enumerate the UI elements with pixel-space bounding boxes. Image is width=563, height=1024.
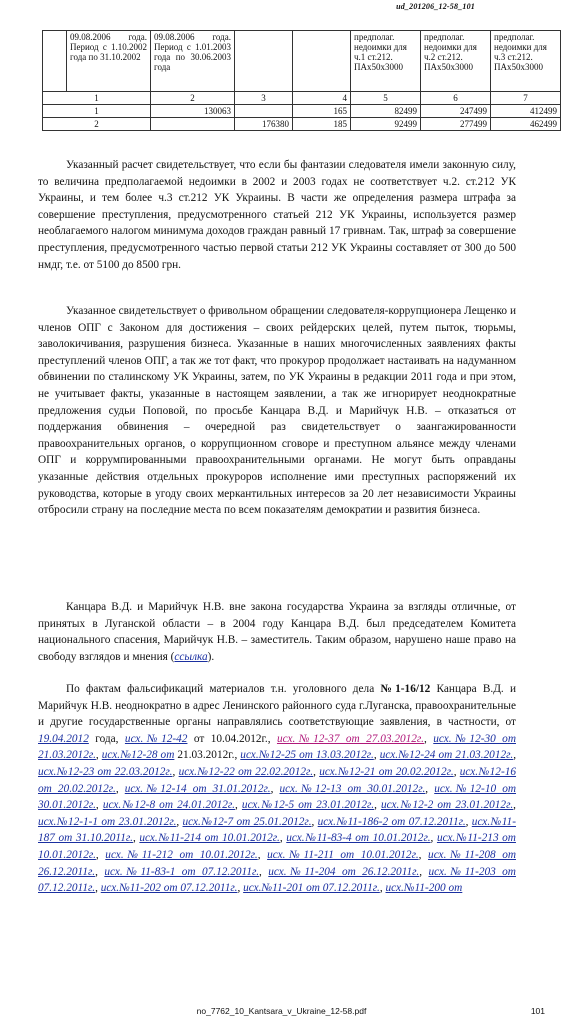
- complaint-link[interactable]: исх.№11-211 от 10.01.2012г.: [267, 848, 419, 861]
- complaint-link[interactable]: исх.№12-37 от 27.03.2012г.: [276, 732, 425, 745]
- table-cell: [43, 31, 67, 92]
- complaint-link[interactable]: исх.№12-10 от 30.01.2012г.: [38, 782, 517, 812]
- table-cell: 92499: [351, 118, 421, 131]
- complaint-link[interactable]: исх.№12-42: [124, 732, 188, 745]
- complaint-link[interactable]: исх.№12-30 от 21.03.2012г.: [38, 732, 516, 762]
- complaint-link[interactable]: исх.№11-200 от: [385, 882, 463, 895]
- complaint-link[interactable]: исх.№11-213 от 10.01.2012г.: [38, 832, 516, 861]
- complaint-link[interactable]: исх.№12-25 от 13.03.2012г.: [240, 749, 374, 762]
- paragraph-freedom-of-views: [38, 599, 516, 665]
- table-cell: предполаг. недоимки для ч.1 ст.212. ПАх50х3000: [351, 31, 421, 92]
- paragraph-text: Канцара В.Д. и Марийчук Н.В. вне закона государства Украина за взгляды отличные, от принятых в Луганской области – в 2004 году Канцара В.Д. был председателем Комитета национального спасения, Марийчук Н.В. – заместитель. Таким образом, нарушено наше право на свободу взглядов и мнения (: [38, 601, 516, 663]
- complaint-link[interactable]: исх.№11-202 от 07.12.2011г.: [100, 882, 238, 895]
- complaint-link[interactable]: исх.№11-203 от 07.12.2011г.: [38, 865, 516, 895]
- complaint-link[interactable]: исх.№11-212 от 10.01.2012г.: [105, 848, 258, 861]
- table-cell: [235, 31, 293, 92]
- complaint-link[interactable]: исх.№11-201 от 07.12.2011г.: [243, 882, 380, 895]
- complaint-link[interactable]: исх.№12-7 от 25.01.2012г.: [182, 815, 312, 828]
- paragraph-calculation-conclusion: [38, 157, 516, 273]
- table-cell: 1: [43, 92, 151, 105]
- paragraph-text: Указанный расчет свидетельствует, что если бы фантазии следователя имели законную силу, то величина предполагаемой недоимки в 2002 и 2003 годах не соответствует ч.2. ст.212 УК Украины, и тем более ч.3 ст.212 УК Украины. В части же определения размера штрафа за совершение преступления, предусмотренного статьей 212 УК Украины, используется размер необлагаемого налогом минимума доходов граждан равный 17 гривнам. Так, штраф за совершение преступления, предусмотренного частью первой статьи 212 УК Украины составляет от 300 до 500 нмдг, т.е. от 5100 до 8500 грн.: [38, 159, 516, 271]
- paragraph-text: года,: [88, 732, 125, 745]
- table-cell: 462499: [491, 118, 561, 131]
- table-cell: 277499: [421, 118, 491, 131]
- table-row: [43, 105, 561, 118]
- complaint-link[interactable]: исх.№11-214 от 10.01.2012г.: [139, 832, 280, 845]
- complaint-link[interactable]: исх.№11-186-2 от 07.12.2011г.: [317, 815, 466, 828]
- table-row: [43, 118, 561, 131]
- complaint-link[interactable]: исх.№12-23 от 22.03.2012г.: [38, 765, 173, 778]
- complaint-link[interactable]: исх.№12-21 от 20.02.2012г.: [319, 765, 454, 778]
- table-cell: [235, 105, 293, 118]
- table-cell: 2: [43, 118, 151, 131]
- table-cell: 7: [491, 92, 561, 105]
- complaint-link[interactable]: исх.№11-208 от 26.12.2011г.: [38, 848, 516, 878]
- table-cell: 09.08.2006 года. Период с 1.01.2003 года по 30.06.2003 года: [151, 31, 235, 92]
- table-cell: 82499: [351, 105, 421, 118]
- complaint-link[interactable]: исх.№11-187 от 31.10.2011г.: [38, 815, 516, 845]
- case-number: №1-16/12: [380, 683, 431, 695]
- complaint-link[interactable]: исх.№12-28 от: [101, 749, 175, 762]
- paragraph-text: По фактам фальсификаций материалов т.н. уголовного дела: [66, 683, 381, 695]
- complaint-link[interactable]: исх.№12-13 от 30.01.2012г.: [279, 782, 426, 795]
- paragraph-investigator-misconduct: [38, 303, 516, 519]
- table-cell: 3: [235, 92, 293, 105]
- complaint-link[interactable]: исх.№11-83-1 от 07.12.2011г.: [104, 865, 260, 878]
- table-cell: 5: [351, 92, 421, 105]
- table-cell: 165: [293, 105, 351, 118]
- footer-filename: no_7762_10_Kantsara_v_Ukraine_12-58.pdf: [196, 1006, 367, 1016]
- table-header-row: [43, 31, 561, 92]
- date-link[interactable]: 19.04.2012: [38, 732, 89, 745]
- complaint-link[interactable]: исх.№12-8 от 24.01.2012г.: [102, 799, 235, 812]
- paragraph-text: Канцара В.Д. и Марийчук Н.В. неоднократно в адрес Ленинского районного суда г.Луганска, правоохранительные и другие государственные органы направлялись соответствующие заявления, в частности, от: [38, 683, 516, 729]
- table-numbering-row: [43, 92, 561, 105]
- complaint-link[interactable]: исх.№12-1-1 от 23.01.2012г.: [38, 815, 177, 828]
- table-cell: [293, 31, 351, 92]
- complaint-link[interactable]: исх.№11-83-4 от 10.01.2012г.: [286, 832, 431, 845]
- page-number: 101: [530, 1006, 545, 1016]
- paragraph-text: от 10.04.2012г.,: [187, 732, 277, 745]
- complaint-link[interactable]: исх.№12-24 от 21.03.2012г.: [379, 749, 514, 762]
- complaint-link[interactable]: исх.№12-2 от 23.01.2012г.: [381, 799, 514, 812]
- reference-link[interactable]: ссылка: [174, 650, 208, 663]
- complaint-link[interactable]: исх.№12-16 от 20.02.2012г.: [38, 765, 517, 795]
- date-text: 21.03.2012г.: [177, 749, 235, 762]
- complaint-link[interactable]: исх.№12-5 от 23.01.2012г.: [241, 799, 375, 812]
- paragraph-complaints-list: [38, 681, 516, 897]
- table-cell: предполаг. недоимки для ч.3 ст.212. ПАх50х3000: [491, 31, 561, 92]
- table-cell: 6: [421, 92, 491, 105]
- table-cell: 1: [43, 105, 151, 118]
- table-cell: 09.08.2006 года. Период с 1.10.2002 года по 31.10.2002: [67, 31, 151, 92]
- table-cell: 4: [293, 92, 351, 105]
- table-cell: 2: [151, 92, 235, 105]
- complaint-link[interactable]: исх.№12-22 от 22.02.2012г.: [178, 765, 314, 778]
- tax-calculation-table: [42, 30, 561, 131]
- table-cell: 130063: [151, 105, 235, 118]
- paragraph-text: Указанное свидетельствует о фривольном обращении следователя-коррупционера Лещенко и членов ОПГ с Законом для достижения – своих рейдерских целей, путем пыток, тюрьмы, заволокичивания, разрушения бизнеса. Указанные в наших многочисленных заявлениях факты преступлений членов ОПГ, а так же тот факт, что прокурор продолжает настаивать на надуманном обвинении по сталинскому УК Украины, затем, по УК Украины в редакции 2011 года и при этом, не учитывает факты, указанные в настоящем заявлении, а так же игнорирует неоднократные предложения судьи Поповой, по просьбе Канцара В.Д. и Марийчук Н.В. – отказаться от поддержания обвинения – очередной раз свидетельствует о заангажированности правоохранительных органов, о коррупционном сговоре и преступном альянсе между членами ОПГ и коррумпированными правоохранительными органами. Не могут быть оправданы указанные действия отдельных прокуроров исполнение ими преступных распоряжений их руководства, которые в угоду своих меркантильных интересов за 20 лет независимости Украины отбросили страну на последние места по всем показателям демократии и развития бизнеса.: [38, 305, 516, 517]
- paragraph-text-end: ).: [207, 650, 215, 663]
- complaint-links-list: исх.№12-42 от 10.04.2012г., исх.№12-37 от 27.03.2012г., исх.№12-30 от 21.03.2012г., исх.№12-28 от 21.03.2012г., исх.№12-25 от 13.03.2012г., исх.№12-24 от 21.03.2012г., исх.№12-23 от 22.03.2012г., исх.№12-22 от 22.02.2012г., исх.№12-21 от 20.02.2012г., исх.№12-16 от 20.02.2012г., исх.№12-14 от 31.01.2012г., исх.№12-13 от 30.01.2012г., исх.№12-10 от 30.01.2012г., исх.№12-8 от 24.01.2012г., исх.№12-5 от 23.01.2012г., исх.№12-2 от 23.01.2012г., исх.№12-1-1 от 23.01.2012г., исх.№12-7 от 25.01.2012г., исх.№11-186-2 от 07.12.2011г., исх.№11-187 от 31.10.2011г., исх.№11-214 от 10.01.2012г., исх.№11-83-4 от 10.01.2012г., исх.№11-213 от 10.01.2012г., исх.№11-212 от 10.01.2012г., исх.№11-211 от 10.01.2012г., исх.№11-208 от 26.12.2011г., исх.№11-83-1 от 07.12.2011г., исх.№11-204 от 26.12.2011г., исх.№11-203 от 07.12.2011г., исх.№11-202 от 07.12.2011г., исх.№11-201 от 07.12.2011г., исх.№11-200 от: [38, 732, 517, 895]
- table-cell: 412499: [491, 105, 561, 118]
- table-cell: 176380: [235, 118, 293, 131]
- document-reference-header: ud_201206_12-58_101: [396, 2, 475, 11]
- complaint-link[interactable]: исх.№12-14 от 31.01.2012г.: [124, 782, 271, 795]
- table-cell: 247499: [421, 105, 491, 118]
- complaint-link[interactable]: исх.№11-204 от 26.12.2011г.: [268, 865, 420, 878]
- table-cell: [151, 118, 235, 131]
- table-cell: 185: [293, 118, 351, 131]
- table-cell: предполаг. недоимки для ч.2 ст.212. ПАх50х3000: [421, 31, 491, 92]
